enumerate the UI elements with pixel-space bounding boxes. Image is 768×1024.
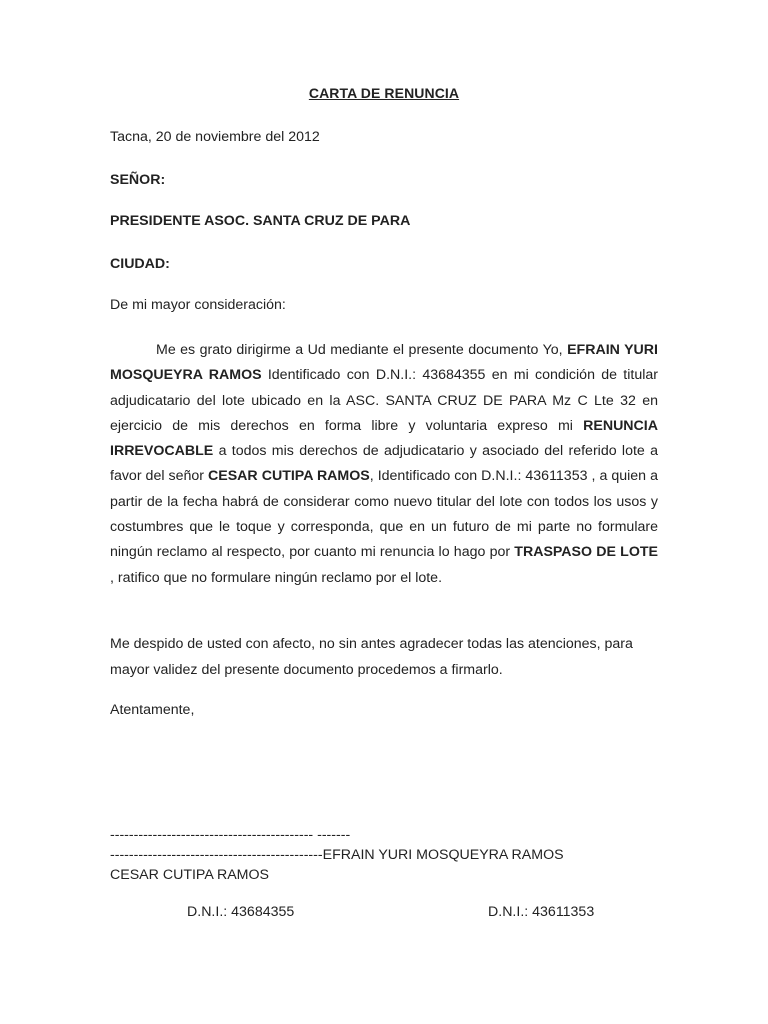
signoff: Atentamente, [110,702,195,718]
body-text-2: Identificado con D.N.I.: 43684355 en mi condición de titular adjudicatario del lote ubicado en la ASC. SANTA CRUZ DE PARA Mz C Lte 32 en ejercicio de mis derechos en forma libre y voluntaria expreso mi [110,367,658,434]
city-label: CIUDAD: [110,256,170,272]
salutation: SEÑOR: [110,172,166,188]
signature-second-name: CESAR CUTIPA RAMOS [110,867,269,883]
traspaso-de-lote: TRASPASO DE LOTE [514,544,658,561]
body-text-3: a todos mis derechos de adjudicatario y asociado del referido lote a favor del señor [110,443,658,485]
renuncia-irrevocable: RENUNCIA IRREVOCABLE [110,417,658,460]
body-text-4: , Identificado con D.N.I.: 43611353 , a quien a partir de la fecha habrá de considerar como nuevo titular del lote con todos los usos y costumbres que le toque y corresponda, que en un futuro de mi parte no formulare ningún reclamo al respecto, por cuanto mi renuncia lo hago por [110,468,658,561]
body-text-1: Me es grato dirigirme a Ud mediante el presente documento Yo, [156,342,568,358]
signature-dash-line-2: ---------------------------------------------EFRAIN YURI MOSQUEYRA RAMOS [110,847,564,863]
dni-left: D.N.I.: 43684355 [187,904,295,920]
body-text-5: , ratifico que no formulare ningún reclamo por el lote. [110,569,443,586]
greeting: De mi mayor consideración: [110,297,286,313]
recipient: PRESIDENTE ASOC. SANTA CRUZ DE PARA [110,213,411,229]
renouncer-name: EFRAIN YURI MOSQUEYRA RAMOS [110,342,658,384]
closing-paragraph: Me despido de usted con afecto, no sin antes agradecer todas las atenciones, para mayor validez del presente documento procedemos a firmarlo. [110,636,633,678]
dni-right: D.N.I.: 43611353 [488,904,595,920]
beneficiary-name: CESAR CUTIPA RAMOS [208,468,370,485]
signature-dash-line-1: ------------------------------------------- ------- [110,827,351,843]
place-date: Tacna, 20 de noviembre del 2012 [110,129,320,145]
letter-title: CARTA DE RENUNCIA [308,85,460,101]
body-paragraph [110,338,658,591]
